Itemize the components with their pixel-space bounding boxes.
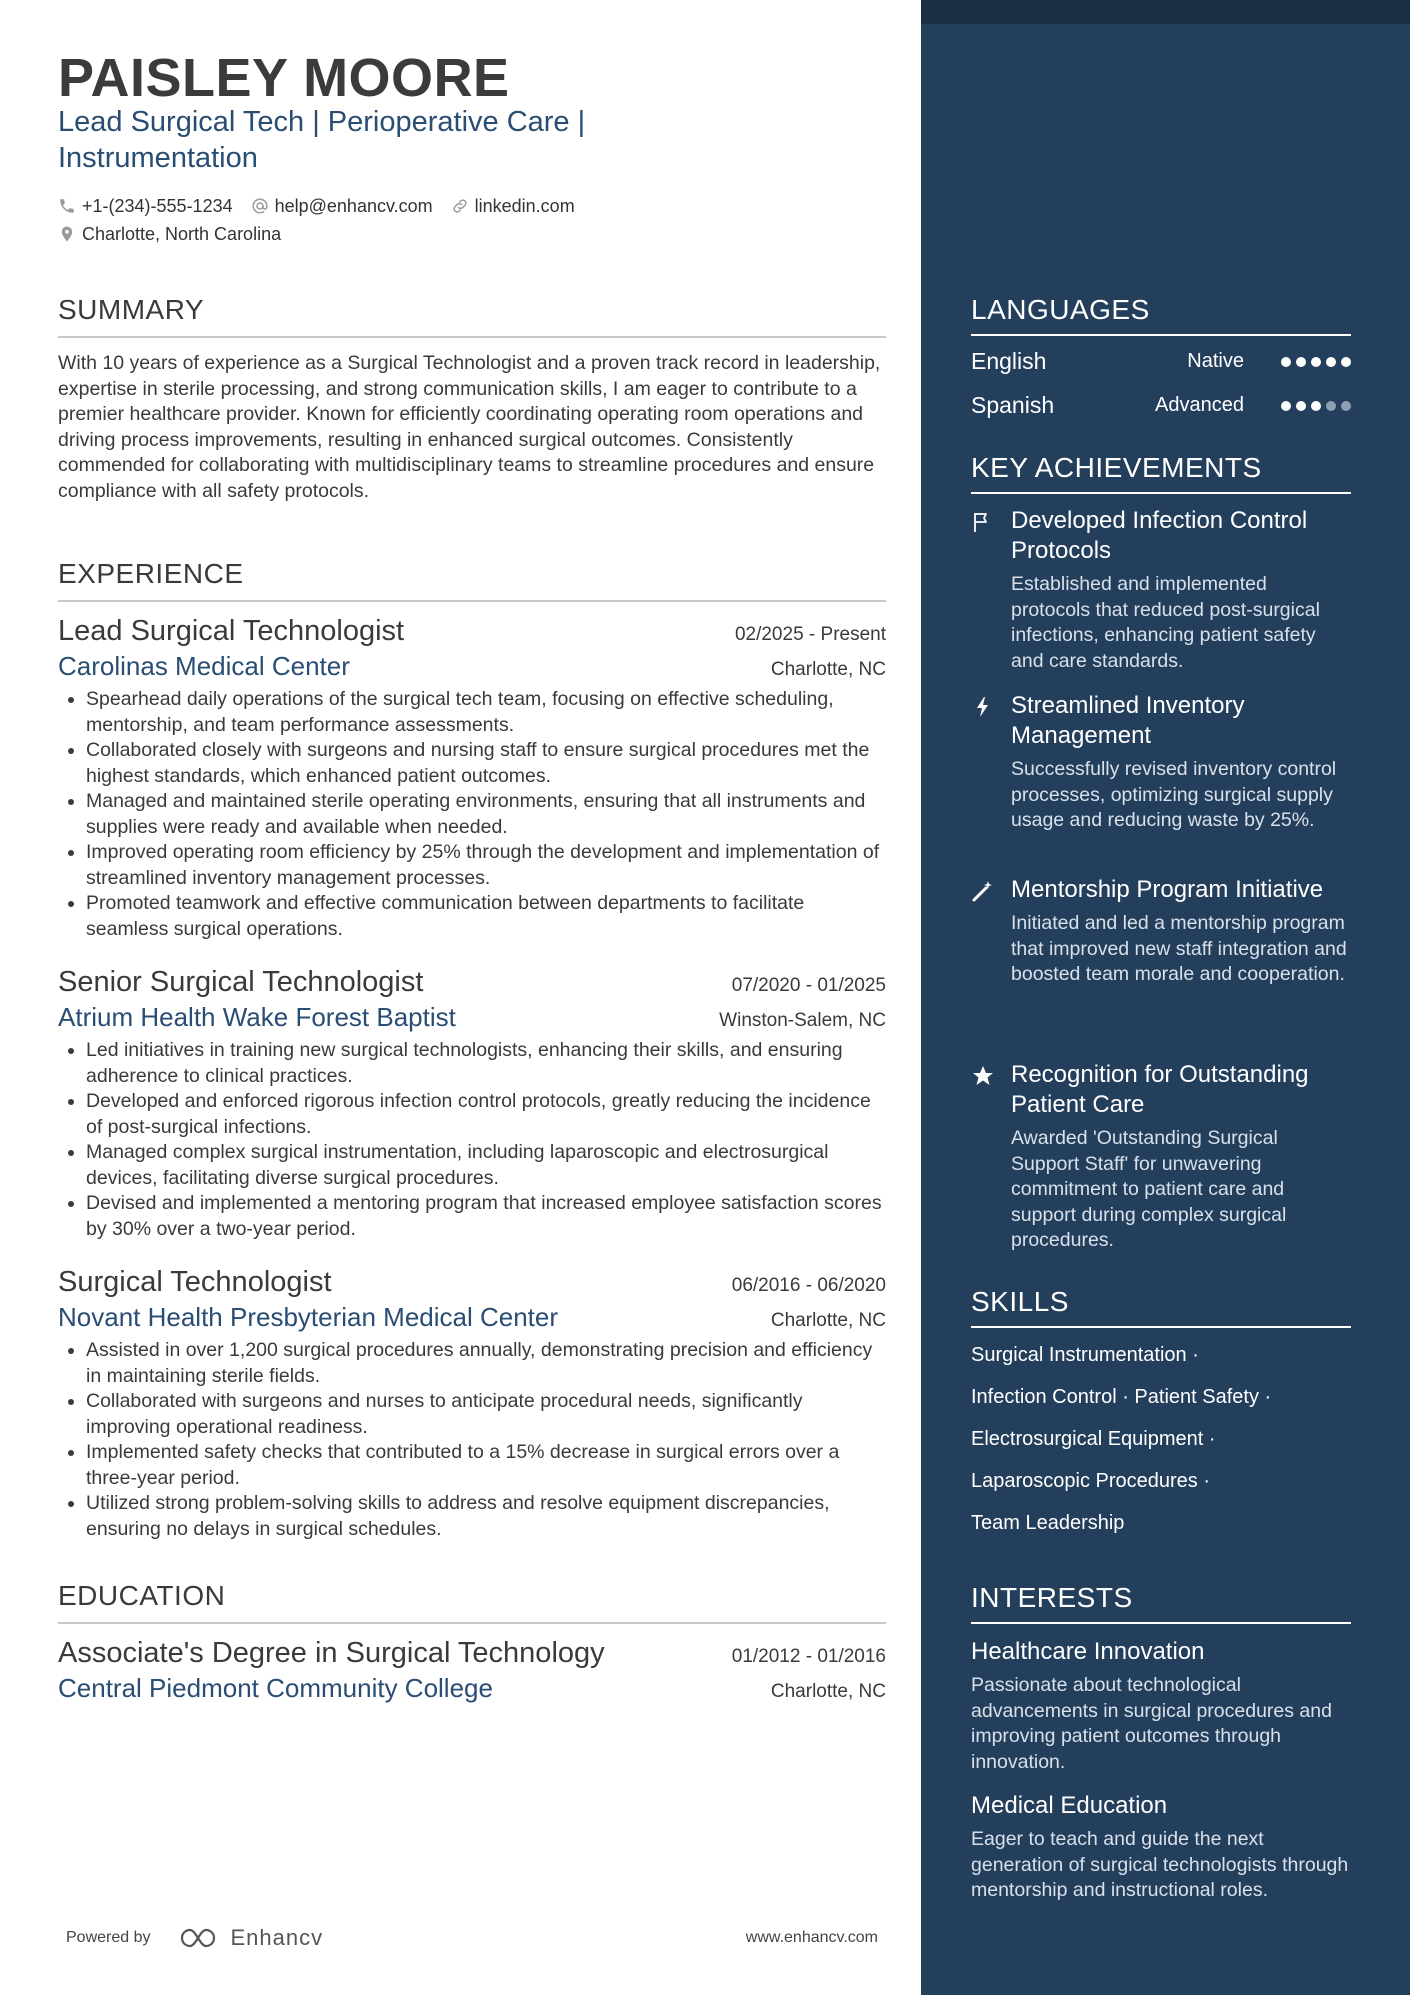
job-bullet: • Assisted in over 1,200 surgical procedures annually, demonstrating precision and efficiency in maintaining sterile fields. — [86, 1338, 886, 1389]
job-title: Surgical Technologist — [58, 1266, 332, 1298]
interest-desc: Passionate about technological advancements in surgical procedures and improving patient outcomes through innovation. — [971, 1674, 1332, 1773]
interest-item — [971, 1791, 1351, 1904]
language-name: Spanish — [971, 392, 1055, 418]
job-company: Novant Health Presbyterian Medical Center — [58, 1302, 559, 1332]
magic-wand-icon — [971, 879, 995, 903]
job-bullet: • Spearhead daily operations of the surgical tech team, focusing on effective scheduling, mentorship, and team performance assessments. — [86, 687, 886, 738]
job-dates: 07/2020 - 01/2025 — [731, 975, 886, 996]
job-bullet: • Implemented safety checks that contributed to a 15% decrease in surgical errors over a three-year period. — [86, 1440, 886, 1491]
job-bullet: • Collaborated closely with surgeons and nursing staff to ensure surgical procedures met the highest standards, which enhanced patient outcomes. — [86, 738, 886, 789]
job-bullet: • Collaborated with surgeons and nurses to anticipate procedural needs, significantly improving operational readiness. — [86, 1389, 886, 1440]
achievement-item — [971, 506, 1351, 674]
skill-item: Patient Safety — [1134, 1386, 1259, 1408]
education-dates: 01/2012 - 01/2016 — [731, 1646, 886, 1667]
at-icon — [251, 197, 269, 215]
rating-dot-filled — [1311, 357, 1321, 367]
skill-item: Surgical Instrumentation — [971, 1344, 1187, 1366]
language-item — [971, 348, 1351, 375]
rating-dot-filled — [1341, 357, 1351, 367]
skills-list: Surgical Instrumentation · Infection Control · Patient Safety · Electrosurgical Equipment · Laparoscopic Procedures · Team Leadership — [971, 1344, 1272, 1534]
powered-by-text: Powered by — [66, 1929, 151, 1946]
job-bullets — [58, 687, 886, 942]
phone-item[interactable] — [58, 196, 233, 217]
skill-item: Laparoscopic Procedures — [971, 1470, 1198, 1492]
job-bullets — [58, 1038, 886, 1242]
job-bullet: • Led initiatives in training new surgical technologists, enhancing their skills, and ensuring adherence to clinical practices. — [86, 1038, 886, 1089]
lightning-icon — [971, 695, 995, 719]
job-bullet: • Managed and maintained sterile operating environments, ensuring that all instruments and supplies were ready and available when needed. — [86, 789, 886, 840]
achievement-desc: Successfully revised inventory control processes, optimizing surgical supply usage and reducing waste by 25%. — [1011, 758, 1337, 831]
job-bullets — [58, 1338, 886, 1542]
achievements-section-title: KEY ACHIEVEMENTS — [971, 452, 1351, 494]
degree-title: Associate's Degree in Surgical Technology — [58, 1637, 605, 1669]
job-company: Atrium Health Wake Forest Baptist — [58, 1002, 456, 1032]
rating-dot-filled — [1296, 401, 1306, 411]
education-section-title: EDUCATION — [58, 1580, 886, 1624]
job-location: Winston-Salem, NC — [719, 1010, 886, 1031]
job-title: Lead Surgical Technologist — [58, 615, 405, 647]
summary-text: With 10 years of experience as a Surgical Technologist and a proven track record in leadership, expertise in sterile processing, and strong communication skills, I am eager to contribute to a premier healthcare provider. Known for efficiently coordinating operating room operations and driving process improvements, resulting in enhanced surgical outcomes. Consistently commended for collaborating with multidisciplinary teams to streamline procedures and ensure compliance with all safety protocols. — [58, 352, 881, 502]
sidebar — [921, 0, 1410, 1995]
language-level: Native — [1187, 350, 1244, 372]
headline: Lead Surgical Tech | Perioperative Care | Instrumentation — [58, 106, 586, 174]
interest-title: Medical Education — [971, 1792, 1168, 1819]
job-entry — [58, 613, 886, 942]
experience-section-title: EXPERIENCE — [58, 558, 886, 602]
achievement-item — [971, 691, 1351, 834]
language-level: Advanced — [1155, 394, 1244, 416]
job-dates: 06/2016 - 06/2020 — [731, 1275, 886, 1296]
achievement-desc: Established and implemented protocols that reduced post-surgical infections, enhancing patient safety and care standards. — [1011, 573, 1320, 672]
rating-dot-filled — [1296, 357, 1306, 367]
job-location: Charlotte, NC — [770, 659, 886, 680]
school-location: Charlotte, NC — [770, 1681, 886, 1702]
phone-text: +1-(234)-555-1234 — [82, 195, 233, 216]
achievement-desc: Initiated and led a mentorship program that improved new staff integration and boosted team morale and cooperation. — [1011, 912, 1347, 985]
achievement-item — [971, 1060, 1351, 1254]
candidate-name: PAISLEY MOORE — [58, 48, 510, 108]
linkedin-text: linkedin.com — [474, 195, 575, 216]
achievement-title: Streamlined Inventory Management — [1011, 692, 1245, 749]
email-item[interactable] — [251, 196, 433, 217]
job-entry — [58, 964, 886, 1242]
job-bullet: • Improved operating room efficiency by 25% through the development and implementation of streamlined inventory management processes. — [86, 840, 886, 891]
interest-title: Healthcare Innovation — [971, 1638, 1205, 1665]
job-bullet: • Developed and enforced rigorous infection control protocols, greatly reducing the incidence of post-surgical infections. — [86, 1089, 886, 1140]
job-bullet: • Utilized strong problem-solving skills to address and resolve equipment discrepancies, ensuring no delays in surgical schedules. — [86, 1491, 886, 1542]
achievement-item — [971, 875, 1351, 988]
job-dates: 02/2025 - Present — [734, 624, 886, 645]
skill-item: Team Leadership — [971, 1512, 1125, 1534]
school-name: Central Piedmont Community College — [58, 1673, 493, 1703]
job-company: Carolinas Medical Center — [58, 651, 350, 681]
language-rating — [1276, 401, 1351, 411]
location-text: Charlotte, North Carolina — [82, 223, 282, 244]
education-entry — [58, 1635, 886, 1705]
interests-section-title: INTERESTS — [971, 1582, 1351, 1624]
achievement-desc: Awarded 'Outstanding Surgical Support Staff' for unwavering commitment to patient care and support during complex surgical procedures. — [1011, 1127, 1287, 1251]
footer-url[interactable]: www.enhancv.com — [745, 1929, 878, 1946]
rating-dot-filled — [1311, 401, 1321, 411]
rating-dot-filled — [1281, 401, 1291, 411]
enhancv-logo-icon — [179, 1926, 225, 1950]
job-entry — [58, 1264, 886, 1542]
achievement-title: Developed Infection Control Protocols — [1011, 507, 1308, 564]
skills-section-title: SKILLS — [971, 1286, 1351, 1328]
achievement-title: Recognition for Outstanding Patient Care — [1011, 1061, 1309, 1118]
location-pin-icon — [58, 225, 76, 243]
link-icon — [451, 197, 469, 215]
job-bullet: • Devised and implemented a mentoring program that increased employee satisfaction scores by 30% over a two-year period. — [86, 1191, 886, 1242]
interest-item — [971, 1637, 1351, 1775]
location-item — [58, 224, 281, 245]
sidebar-top-band — [921, 0, 1410, 24]
flag-icon — [971, 510, 995, 534]
language-item — [971, 392, 1351, 419]
skill-item: Infection Control — [971, 1386, 1117, 1408]
brand-name: Enhancv — [230, 1925, 324, 1950]
achievement-title: Mentorship Program Initiative — [1011, 876, 1324, 903]
footer — [58, 1925, 886, 1951]
rating-dot-filled — [1326, 357, 1336, 367]
job-title: Senior Surgical Technologist — [58, 966, 424, 998]
rating-dot-empty — [1341, 401, 1351, 411]
job-bullet: • Managed complex surgical instrumentation, including laparoscopic and electrosurgical devices, facilitating diverse surgical procedures. — [86, 1140, 886, 1191]
skill-item: Electrosurgical Equipment — [971, 1428, 1204, 1450]
job-bullet: • Promoted teamwork and effective communication between departments to facilitate seamless surgical operations. — [86, 891, 886, 942]
brand-logo[interactable] — [179, 1925, 324, 1951]
language-name: English — [971, 348, 1047, 374]
email-text: help@enhancv.com — [274, 195, 433, 216]
languages-section-title: LANGUAGES — [971, 294, 1351, 336]
star-icon — [971, 1064, 995, 1088]
main-column — [58, 0, 886, 1995]
interest-desc: Eager to teach and guide the next generation of surgical technologists through mentorship and instructional roles. — [971, 1828, 1349, 1901]
summary-section-title: SUMMARY — [58, 294, 886, 338]
language-rating — [1276, 357, 1351, 367]
linkedin-item[interactable] — [451, 196, 575, 217]
rating-dot-filled — [1281, 357, 1291, 367]
rating-dot-empty — [1326, 401, 1336, 411]
contact-info — [58, 192, 593, 248]
phone-icon — [58, 197, 76, 215]
job-location: Charlotte, NC — [770, 1310, 886, 1331]
